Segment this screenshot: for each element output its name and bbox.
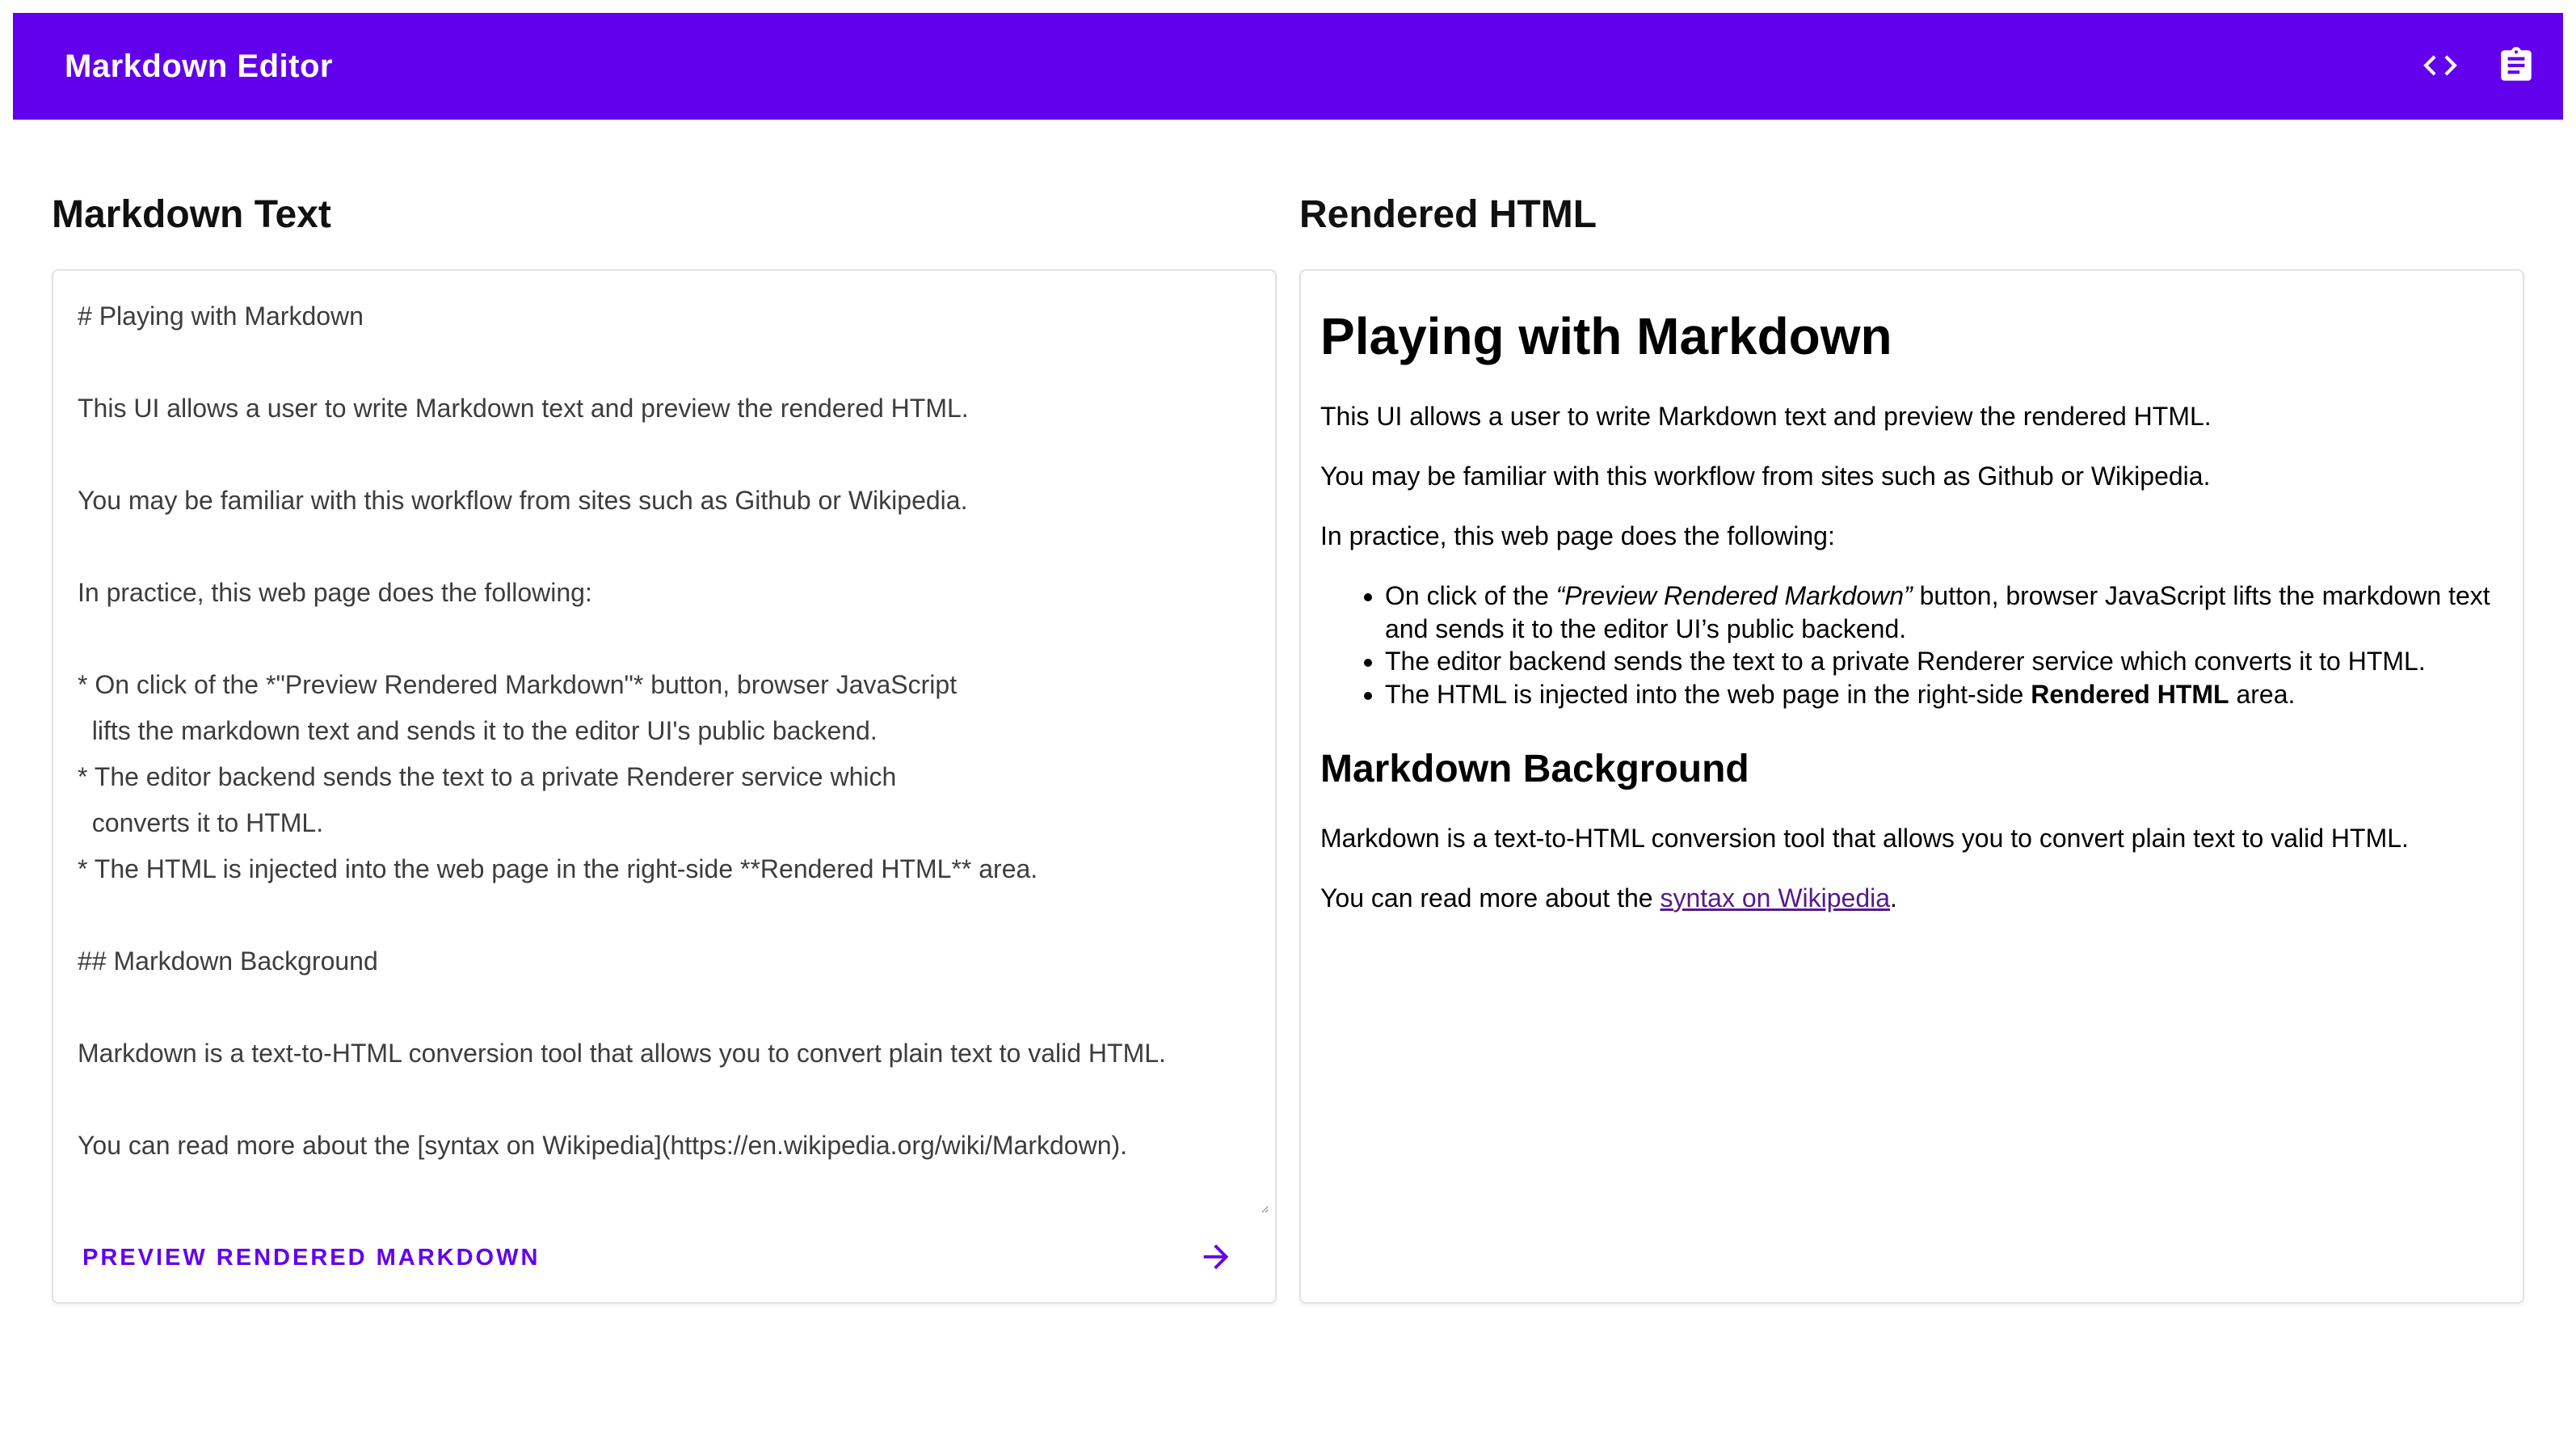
list-item-text: The editor backend sends the text to a private Renderer service which converts it to HTML. [1385,647,2426,677]
list-item-text: The HTML is injected into the web page in the right-side [1385,679,2031,709]
rendered-paragraph [1320,882,2502,915]
editor-heading: Markdown Text [52,193,331,236]
clipboard-icon [2496,45,2536,88]
rendered-paragraph: Markdown is a text-to-HTML conversion tool that allows you to convert plain text to valid HTML. [1320,823,2409,853]
rendered-paragraph: You may be familiar with this workflow from sites such as Github or Wikipedia. [1320,462,2211,491]
rendered-paragraph: In practice, this web page does the following: [1320,521,1835,551]
preview-button-label: PREVIEW RENDERED MARKDOWN [82,1244,541,1271]
rendered-list-item [1385,678,2502,711]
app-title: Markdown Editor [65,48,333,84]
markdown-input[interactable] [55,272,1269,1213]
arrow-right-icon [1198,1238,1235,1278]
paragraph-text: You can read more about the [1320,883,1661,913]
rendered-h2: Markdown Background [1320,747,1749,790]
editor-panel [52,120,1277,1304]
rendered-list-item [1385,580,2502,645]
code-icon [2420,45,2460,88]
list-item-text: On click of the [1385,581,1556,611]
rendered-list-item [1385,645,2502,678]
list-item-text: button, browser JavaScript lifts the markdown text and sends it to the editor UI’s public backend. [1385,581,2490,643]
preview-heading: Rendered HTML [1299,193,1597,236]
paragraph-text: . [1890,883,1897,913]
content [13,120,2563,1304]
list-item-bold: Rendered HTML [2031,679,2229,709]
clipboard-button[interactable] [2487,37,2545,95]
preview-rendered-markdown-button[interactable] [82,1238,1235,1278]
preview-panel [1299,120,2524,1304]
list-item-text: area. [2229,679,2296,709]
syntax-on-wikipedia-link[interactable]: syntax on Wikipedia [1660,883,1891,913]
rendered-list [1320,580,2502,711]
rendered-paragraph: This UI allows a user to write Markdown text and preview the rendered HTML. [1320,402,2212,432]
code-button[interactable] [2411,37,2469,95]
rendered-h1: Playing with Markdown [1320,307,1892,366]
editor-actions [53,1213,1275,1302]
list-item-italic: “Preview Rendered Markdown” [1555,581,1913,611]
rendered-html-card [1299,269,2524,1304]
editor-textarea-wrap [53,271,1275,1213]
app-bar [13,13,2563,120]
editor-card [52,269,1277,1304]
